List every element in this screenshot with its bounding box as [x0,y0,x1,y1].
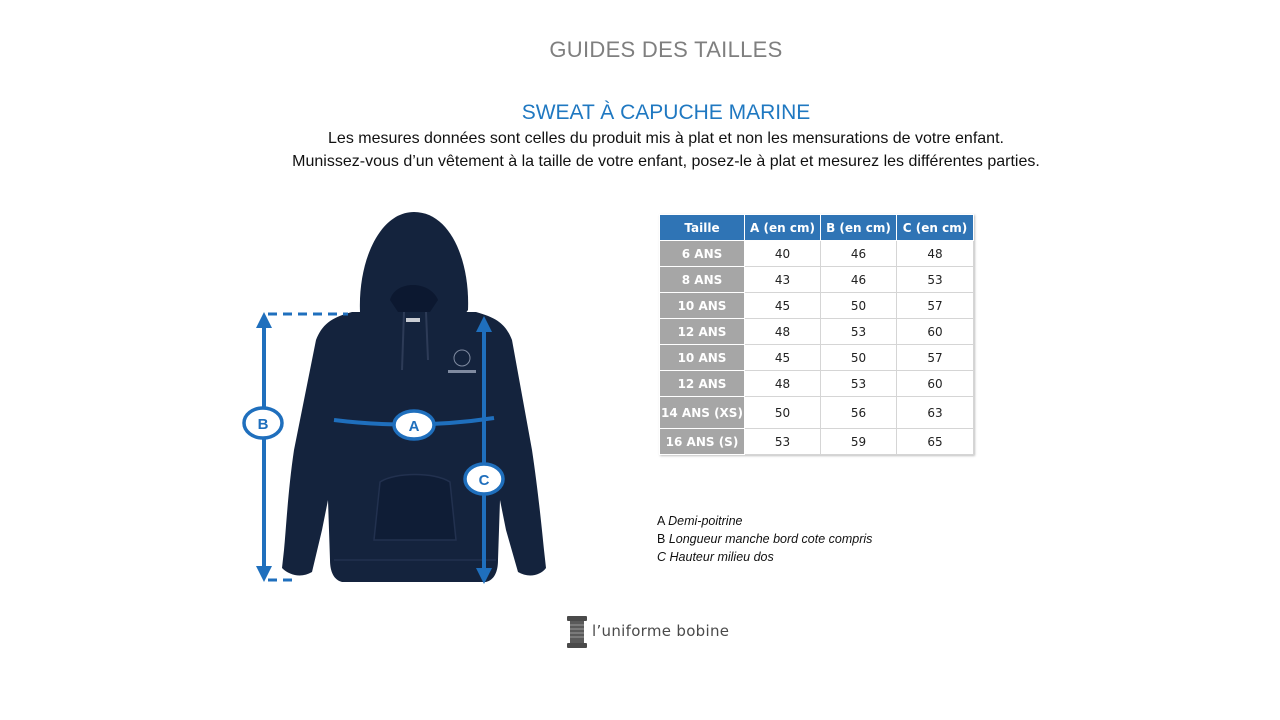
value-cell: 53 [821,371,897,397]
marker-b [244,408,282,438]
table-row [660,397,974,429]
table-row [660,345,974,371]
marker-a-label: A [408,418,420,435]
intro-text [0,127,1280,173]
legend-key: A [657,514,665,528]
spool-icon [564,614,590,650]
value-cell: 57 [897,345,974,371]
table-row [660,241,974,267]
size-cell: 16 ANS (S) [660,429,745,455]
value-cell: 63 [897,397,974,429]
value-cell: 53 [745,429,821,455]
marker-c-label: C [478,472,490,489]
size-cell: 8 ANS [660,267,745,293]
value-cell: 48 [897,241,974,267]
legend-text: Demi-poitrine [668,514,743,528]
legend-item-c [657,548,872,566]
value-cell: 45 [745,293,821,319]
size-cell: 10 ANS [660,293,745,319]
value-cell: 57 [897,293,974,319]
value-cell: 50 [821,293,897,319]
legend-text: Hauteur milieu dos [669,550,774,564]
size-table [659,214,974,455]
value-cell: 53 [821,319,897,345]
table-row [660,293,974,319]
value-cell: 45 [745,345,821,371]
value-cell: 48 [745,319,821,345]
value-cell: 56 [821,397,897,429]
page-title: GUIDES DES TAILLES [549,37,783,62]
legend-item-a [657,512,872,530]
value-cell: 50 [821,345,897,371]
value-cell: 59 [821,429,897,455]
marker-a [394,411,434,439]
table-row [660,267,974,293]
column-header: C (en cm) [897,215,974,241]
logo-text: l’uniforme bobine [592,622,730,640]
size-cell: 6 ANS [660,241,745,267]
value-cell: 46 [821,241,897,267]
value-cell: 65 [897,429,974,455]
intro-line-1: Les mesures données sont celles du produit mis à plat et non les mensurations de votre enfant. [328,130,1004,147]
marker-c [465,464,503,494]
size-cell: 10 ANS [660,345,745,371]
legend-text: Longueur manche bord cote compris [668,532,873,546]
size-cell: 12 ANS [660,371,745,397]
legend-key: C [657,550,667,564]
hoodie-illustration [230,200,550,600]
product-title: SWEAT À CAPUCHE MARINE [521,101,811,124]
column-header: Taille [660,215,745,241]
table-row [660,429,974,455]
value-cell: 46 [821,267,897,293]
column-header: A (en cm) [745,215,821,241]
column-header: B (en cm) [821,215,897,241]
table-row [660,371,974,397]
table-header-row [660,215,974,241]
value-cell: 48 [745,371,821,397]
legend-key: B [657,532,666,546]
value-cell: 53 [897,267,974,293]
size-cell: 12 ANS [660,319,745,345]
value-cell: 40 [745,241,821,267]
value-cell: 60 [897,319,974,345]
intro-line-2: Munissez-vous d’un vêtement à la taille de votre enfant, posez-le à plat et mesurez les différentes parties. [292,153,1040,170]
size-cell: 14 ANS (XS) [660,397,745,429]
measurement-legend [657,512,872,566]
marker-b-label: B [257,416,269,433]
table-row [660,319,974,345]
legend-item-b [657,530,872,548]
value-cell: 43 [745,267,821,293]
value-cell: 60 [897,371,974,397]
hoodie-body [282,212,546,582]
value-cell: 50 [745,397,821,429]
brand-logo [562,612,752,652]
